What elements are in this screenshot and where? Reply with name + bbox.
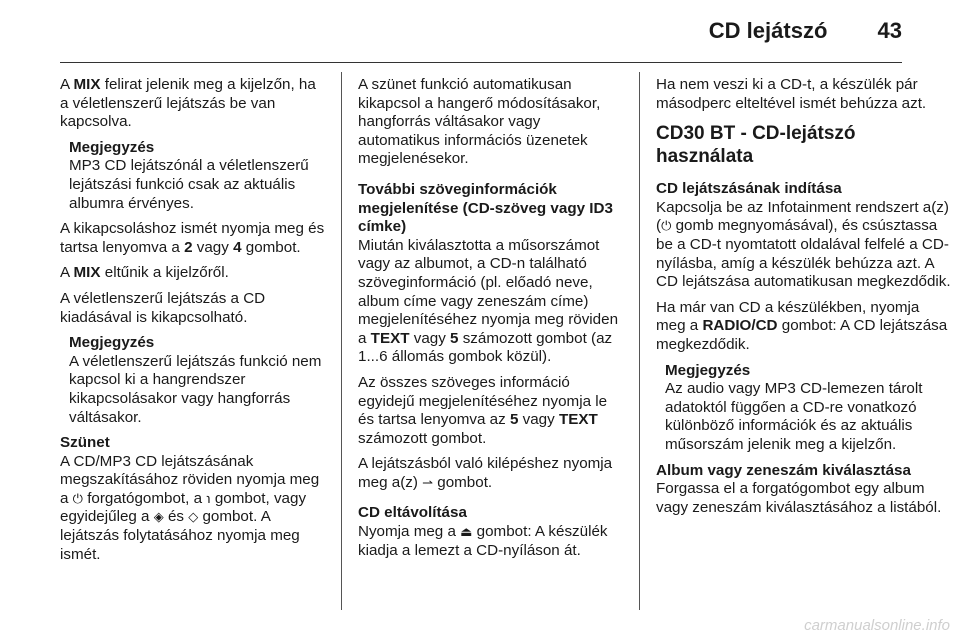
eject-icon: ⏏ <box>460 524 473 540</box>
volume-up-icon: ◈ <box>153 509 164 525</box>
note-heading: Megjegyzés <box>69 138 155 156</box>
section-heading-pause: Szünet <box>60 434 110 452</box>
power-icon: ⏻ <box>661 218 672 234</box>
paragraph: A MIX eltűnik a kijelzőről. <box>60 264 229 282</box>
volume-down-icon: ◇ <box>188 509 199 525</box>
column-3 <box>656 76 952 524</box>
paragraph: A MIX felirat jelenik meg a kijelzőn, ha a véletlenszerű lejátszás be van kapcsolva. <box>60 76 316 131</box>
page-title: CD lejátszó <box>708 18 828 43</box>
chapter-heading: CD30 BT - CD-lejátszó használata <box>656 123 856 168</box>
note-body: Az audio vagy MP3 CD-lemezen tárolt adatoktól függően a CD-re vonatkozó különböző információk és az aktuális műsorszám jelenik meg a kijelzőn. <box>665 380 923 453</box>
column-1 <box>60 76 328 571</box>
note <box>69 334 328 427</box>
page-number: 43 <box>877 18 902 43</box>
note-body: A véletlenszerű lejátszás funkció nem kapcsol ki a hangrendszer kikapcsolásakor vagy hangforrás váltásakor. <box>69 352 322 426</box>
section-heading-album: Album vagy zeneszám kiválasztása <box>656 461 911 479</box>
section-heading-start: CD lejátszásának indítása <box>656 180 842 198</box>
note-heading: Megjegyzés <box>665 361 751 379</box>
paragraph: Kapcsolja be az Infotainment rendszert a(z) (⏻ gomb megnyomásával), és csúsztassa be a CD-t nyomtatott oldalával felfelé a CD-nyílásba, amíg a készülék behúzza azt. A CD lejátszása automatikusan megkezdődik. <box>656 198 951 291</box>
section-heading-text-info: További szöveginformációk megjelenítése (CD-szöveg vagy ID3 címke) <box>358 180 613 236</box>
paragraph: Forgassa el a forgatógombot egy album vagy zeneszám kiválasztásához a listából. <box>656 480 942 516</box>
column-2 <box>358 76 626 567</box>
note-body: MP3 CD lejátszónál a véletlenszerű lejátszási funkció csak az aktuális albumra érvényes. <box>69 157 309 212</box>
paragraph: A kikapcsoláshoz ismét nyomja meg és tartsa lenyomva a 2 vagy 4 gombot. <box>60 220 325 256</box>
note <box>69 139 328 213</box>
header-rule <box>60 62 902 63</box>
column-divider <box>639 72 640 610</box>
paragraph: Nyomja meg a ⏏ gombot: A készülék kiadja a lemezt a CD-nyíláson át. <box>358 523 608 559</box>
page-header <box>709 18 902 44</box>
watermark: carmanualsonline.info <box>804 617 950 634</box>
paragraph: Ha már van CD a készülékben, nyomja meg a RADIO/CD gombot: A CD lejátszása megkezdődik. <box>656 298 948 353</box>
note-heading: Megjegyzés <box>69 334 155 352</box>
paragraph: Ha nem veszi ki a CD-t, a készülék pár másodperc elteltével ismét behúzza azt. <box>656 76 927 112</box>
paragraph: Az összes szöveges információ egyidejű megjelenítéséhez nyomja le és tartsa lenyomva az 5 vagy TEXT számozott gombot. <box>358 373 608 447</box>
paragraph: Miután kiválasztotta a műsorszámot vagy az albumot, a CD-n található szöveginformáció (pl. előadó neve, album címe vagy zeneszám címe) megjelenítéséhez nyomja meg röviden a TEXT vagy 5 számozott gombot (az 1...6 állomás gombok közül). <box>358 236 619 366</box>
section-heading-eject: CD eltávolítása <box>358 504 467 522</box>
paragraph: A véletlenszerű lejátszás a CD kiadásával is kikapcsolható. <box>60 289 266 326</box>
paragraph: A szünet funkció automatikusan kikapcsol a hangerő módosításakor, hangforrás váltásakor vagy automatikus információs üzenetek megjelenésekor. <box>358 76 601 168</box>
note <box>665 362 952 455</box>
power-icon: ⏻ <box>72 490 83 506</box>
paragraph: A CD/MP3 CD lejátszásának megszakításához röviden nyomja meg a ⏻ forgatógombot, a ℩ gombot, vagy egyidejűleg a ◈ és ◇ gombot. A lejátszás folytatásához nyomja meg ismét. <box>60 452 320 563</box>
column-divider <box>341 72 342 610</box>
paragraph: A lejátszásból való kilépéshez nyomja meg a(z) ⇀ gombot. <box>358 455 613 491</box>
back-icon: ⇀ <box>422 474 434 490</box>
mute-icon: ℩ <box>206 490 211 506</box>
